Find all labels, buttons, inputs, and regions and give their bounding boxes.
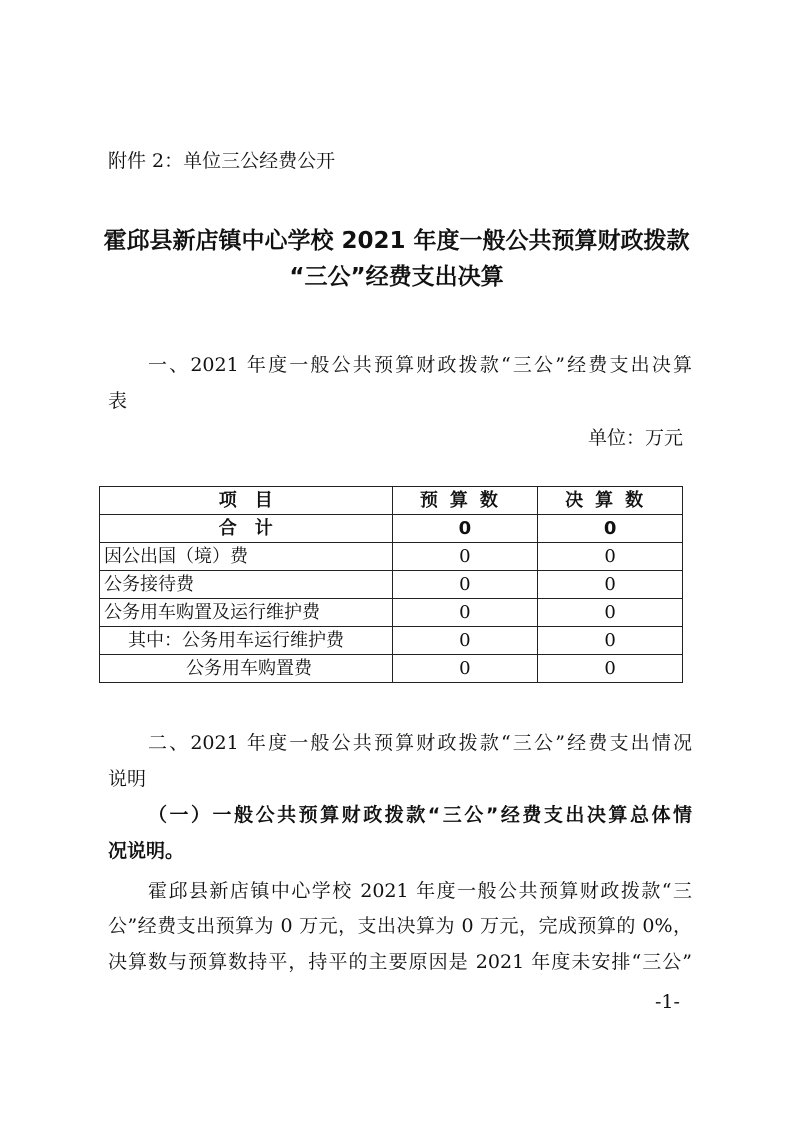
- row-item: 公务接待费: [100, 571, 393, 599]
- table-header-row: [100, 487, 683, 515]
- row-final: 0: [538, 599, 683, 627]
- page-number: -1-: [655, 991, 680, 1013]
- subsection1-heading-cont: 况说明。: [108, 840, 185, 862]
- row-budget: 0: [392, 571, 538, 599]
- unit-label: 单位：万元: [588, 427, 684, 449]
- row-final: 0: [538, 655, 683, 683]
- row-item: 公务用车购置费: [100, 655, 393, 683]
- paragraph-line1: 霍邱县新店镇中心学校 2021 年度一般公共预算财政拨款“三: [148, 880, 692, 902]
- row-final: 0: [538, 543, 683, 571]
- row-final: 0: [538, 627, 683, 655]
- row-budget: 0: [392, 599, 538, 627]
- subsection1-heading: （一）一般公共预算财政拨款“三公”经费支出决算总体情: [148, 804, 692, 826]
- table-row: [100, 655, 683, 683]
- row-budget: 0: [392, 543, 538, 571]
- section2-heading: 二、2021 年度一般公共预算财政拨款“三公”经费支出情况: [148, 732, 692, 754]
- table-row: [100, 599, 683, 627]
- section1-heading: 一、2021 年度一般公共预算财政拨款“三公”经费支出决算: [148, 354, 692, 376]
- row-item: 因公出国（境）费: [100, 543, 393, 571]
- row-item: 合 计: [100, 515, 393, 543]
- header-final: 决算数: [538, 487, 683, 515]
- document-title-line2: “三公”经费支出决算: [289, 264, 504, 290]
- three-public-expenses-table: [99, 486, 683, 683]
- row-budget: 0: [392, 627, 538, 655]
- row-budget: 0: [392, 515, 538, 543]
- row-final: 0: [538, 571, 683, 599]
- section1-heading-cont: 表: [108, 390, 128, 412]
- document-title-line1: 霍邱县新店镇中心学校 2021 年度一般公共预算财政拨款: [103, 228, 690, 254]
- header-item: 项 目: [100, 487, 393, 515]
- attachment-label: 附件 2：单位三公经费公开: [108, 150, 336, 172]
- table-row: [100, 543, 683, 571]
- row-final: 0: [538, 515, 683, 543]
- table-row-total: [100, 515, 683, 543]
- row-item: 公务用车购置及运行维护费: [100, 599, 393, 627]
- table-row: [100, 571, 683, 599]
- section2-heading-cont: 说明: [108, 768, 147, 790]
- table-row: [100, 627, 683, 655]
- row-item: 其中：公务用车运行维护费: [100, 627, 393, 655]
- paragraph-line3: 决算数与预算数持平，持平的主要原因是 2021 年度未安排“三公”: [108, 951, 692, 973]
- header-budget: 预算数: [392, 487, 538, 515]
- paragraph-line2: 公”经费支出预算为 0 万元，支出决算为 0 万元，完成预算的 0%，: [108, 915, 692, 937]
- row-budget: 0: [392, 655, 538, 683]
